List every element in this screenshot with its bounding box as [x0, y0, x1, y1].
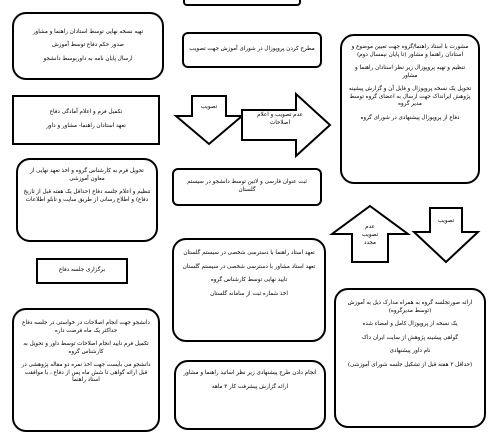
down-arrow-approval-right	[412, 206, 480, 264]
hold-session-box	[36, 258, 128, 284]
approval-label-left: تصویب	[200, 104, 218, 110]
propose-council-box	[182, 32, 322, 68]
topic-selection-line-3: تحویل یک نسخه پروپوزال و فایل آن و گزارش پیشینه پژوهش ایرانداک جهت ارسال به اعضای گروه توسط مدیر گروه	[348, 86, 472, 108]
top-partial-box	[183, 0, 301, 6]
register-thesis-box	[172, 168, 322, 206]
hold-session-line-1: برگزاری جلسه دفاع	[58, 267, 106, 274]
execution-line-1: انجام دادن طرح پیشنهادی زیر نظر اساتید راهنما و مشاور	[183, 370, 317, 376]
send-docs-line-4: نام داور پیشنهادی	[389, 348, 431, 355]
golestan-access-line-1: تعهد استاد راهنما با دسترسی شخصی در سیستم گلستان	[183, 250, 315, 256]
send-docs-line-1: ارائه صورتجلسه گروه به همراه مدارک ذیل به آموزش (توسط مدیرگروه)	[347, 300, 473, 314]
final-approval-box	[12, 12, 164, 80]
register-thesis-line-1: ثبت عنوان فارسی و لاتین توسط دانشجو در سیستم گلستان	[187, 179, 307, 193]
submit-forms-box	[16, 158, 158, 242]
defense-form-line-2: تعهد استادان راهنما- مشاور و داور	[46, 123, 126, 129]
down-arrow-approval	[174, 94, 244, 146]
corrections-line-1: دانشجو جهت انجام اصلاحات در خواستی در جلسه دفاع حداکثر یک ماه فرصت داره	[22, 320, 150, 334]
topic-selection-line-4: دفاع از پروپوزال پیشنهادی در شورای گروه	[360, 114, 460, 121]
corrections-arrow-label: عدم تصویب و اعلام اصلاحات	[257, 112, 303, 126]
corrections-box	[12, 308, 160, 432]
topic-selection-box	[340, 34, 480, 184]
submit-forms-line-2: تنظیم و اعلام جلسه دفاع (حداقل یک هفته قبل از تاریخ دفاع) و اطلاع رسانی از طریق سایت و تابلو اطلاعات	[23, 189, 151, 203]
send-docs-line-2: یک نسخه از پروپوزال کامل و امضاء شده	[362, 321, 458, 328]
corrections-line-2: تکمیل فرم تایید انجام اصلاحات توسط داور و تحویل به کارشناس گروه	[23, 341, 149, 355]
send-docs-line-5: (حداقل ۳ هفته قبل از تشکیل جلسه شورای آموزشی)	[347, 361, 473, 368]
topic-selection-line-1: مشورت با استاد راهنما/گروه جهت تعیین موضوع و استادان راهنما و مشاور (تا پایان نیمسال دوم)	[351, 44, 469, 58]
execution-line-2: ارائه گزارش پیشرفت کار ۳ ماهه	[211, 383, 289, 390]
topic-selection-line-2: تنظیم و تهیه پروپوزال زیر نظر استادان راهنما و مشاور	[355, 65, 465, 79]
defense-form-line-1: تکمیل فرم و اعلام آمادگی دفاع	[49, 109, 123, 116]
golestan-access-line-3: تایید نهایی توسط کارشناس گروه	[210, 277, 288, 284]
no-approval-label: عدم تصویب مجدد	[361, 224, 379, 246]
send-docs-box	[334, 288, 486, 428]
final-approval-line-2: صدور حکم دفاع توسط آموزش	[51, 42, 125, 49]
send-docs-line-3: گواهی پیشینه پژوهش از سایت ایران داک	[361, 334, 459, 341]
propose-council-line-1: مطرح کردن پروپوزال در شورای آموزش جهت تصویب	[189, 46, 315, 53]
corrections-line-3: دانشجو می بایست جهت اخذ نمره دو مقاله پژوهشی در قبل ارائه گواهی تا شش ماه پس از دفاع ، با موافقت استاد راهنما	[21, 362, 151, 384]
defense-form-box	[12, 95, 160, 145]
golestan-access-line-4: اخذ شماره ثبت از سامانه گلستان	[210, 290, 288, 297]
final-approval-line-3: ارسال پایان نامه به داوربوسط دانشجو	[43, 55, 133, 62]
golestan-access-box	[172, 238, 326, 342]
execution-box	[174, 360, 326, 430]
final-approval-line-1: تهیه نسخه نهایی توسط استادان راهنما و مشاور	[32, 28, 144, 35]
approval-label-right: تصویب	[437, 218, 455, 224]
golestan-access-line-2: تعهد استاد مشاور با دسترسی شخصی در سیستم گلستان	[182, 263, 316, 270]
submit-forms-line-1: تحویل فرم به کارشناس گروه و اخذ تعهد نهایی از معاون آموزشی	[30, 168, 144, 182]
